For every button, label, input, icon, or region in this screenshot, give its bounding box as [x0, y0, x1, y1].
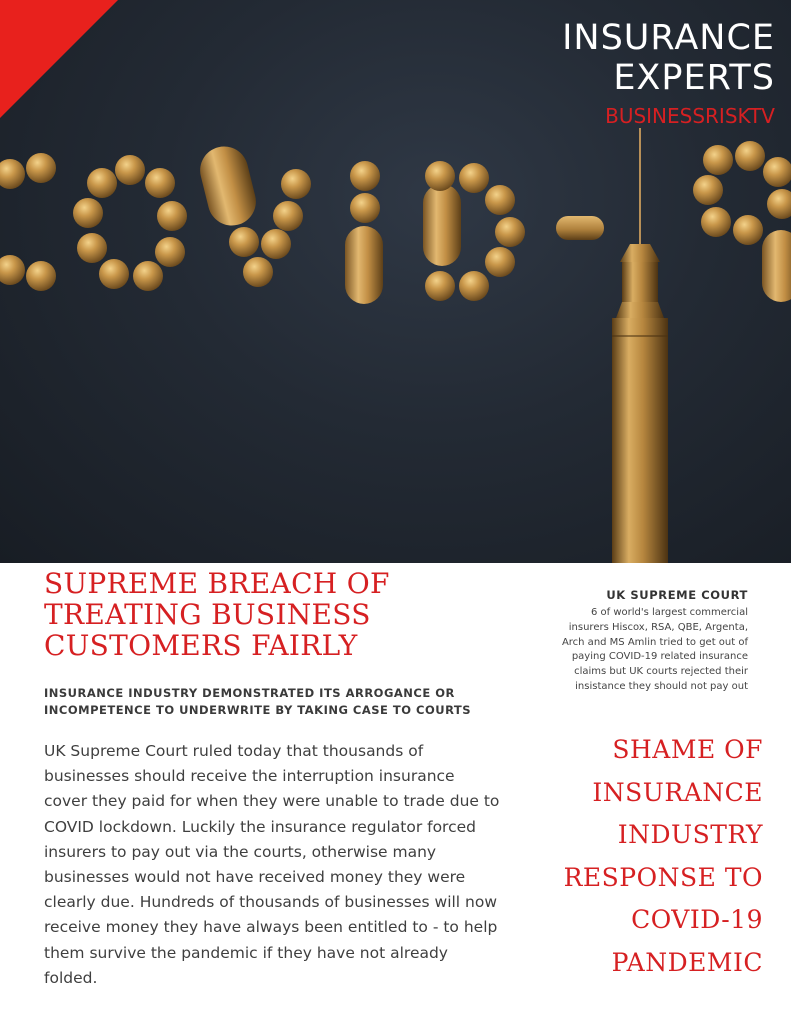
brand-subtitle: BUSINESSRISKTV: [605, 104, 775, 128]
brand-block: [562, 18, 775, 128]
article-headline: SUPREME BREACH OF TREATING BUSINESS CUSTOMERS FAIRLY: [44, 567, 390, 662]
corner-accent: [0, 0, 118, 118]
sidebar-heading: UK SUPREME COURT: [606, 588, 748, 602]
sidebar-callout: SHAME OF INSURANCE INDUSTRY RESPONSE TO COVID-19 PANDEMIC: [563, 735, 763, 977]
brand-title-line1: INSURANCE: [562, 18, 775, 58]
brand-title-line2: EXPERTS: [613, 58, 775, 98]
article-subhead: INSURANCE INDUSTRY DEMONSTRATED ITS ARROGANCE OR INCOMPETENCE TO UNDERWRITE BY TAKING CASE TO COURTS: [44, 686, 472, 717]
article-body: UK Supreme Court ruled today that thousands of businesses should receive the interruption insurance cover they paid for when they were unable to trade due to COVID lockdown. Luckily the insurance regulator forced insurers to pay out via the courts, otherwise many businesses would not have received money they were clearly due. Hundreds of thousands of businesses will now receive money they have always been entitled to - to help them survive the pandemic if they have not already folded.: [44, 742, 500, 987]
sidebar-text: 6 of world's largest commercial insurers Hiscox, RSA, QBE, Argenta, Arch and MS Amlin tried to get out of paying COVID-19 related insurance claims but UK courts rejected their insistance they should not pay out: [561, 607, 748, 692]
